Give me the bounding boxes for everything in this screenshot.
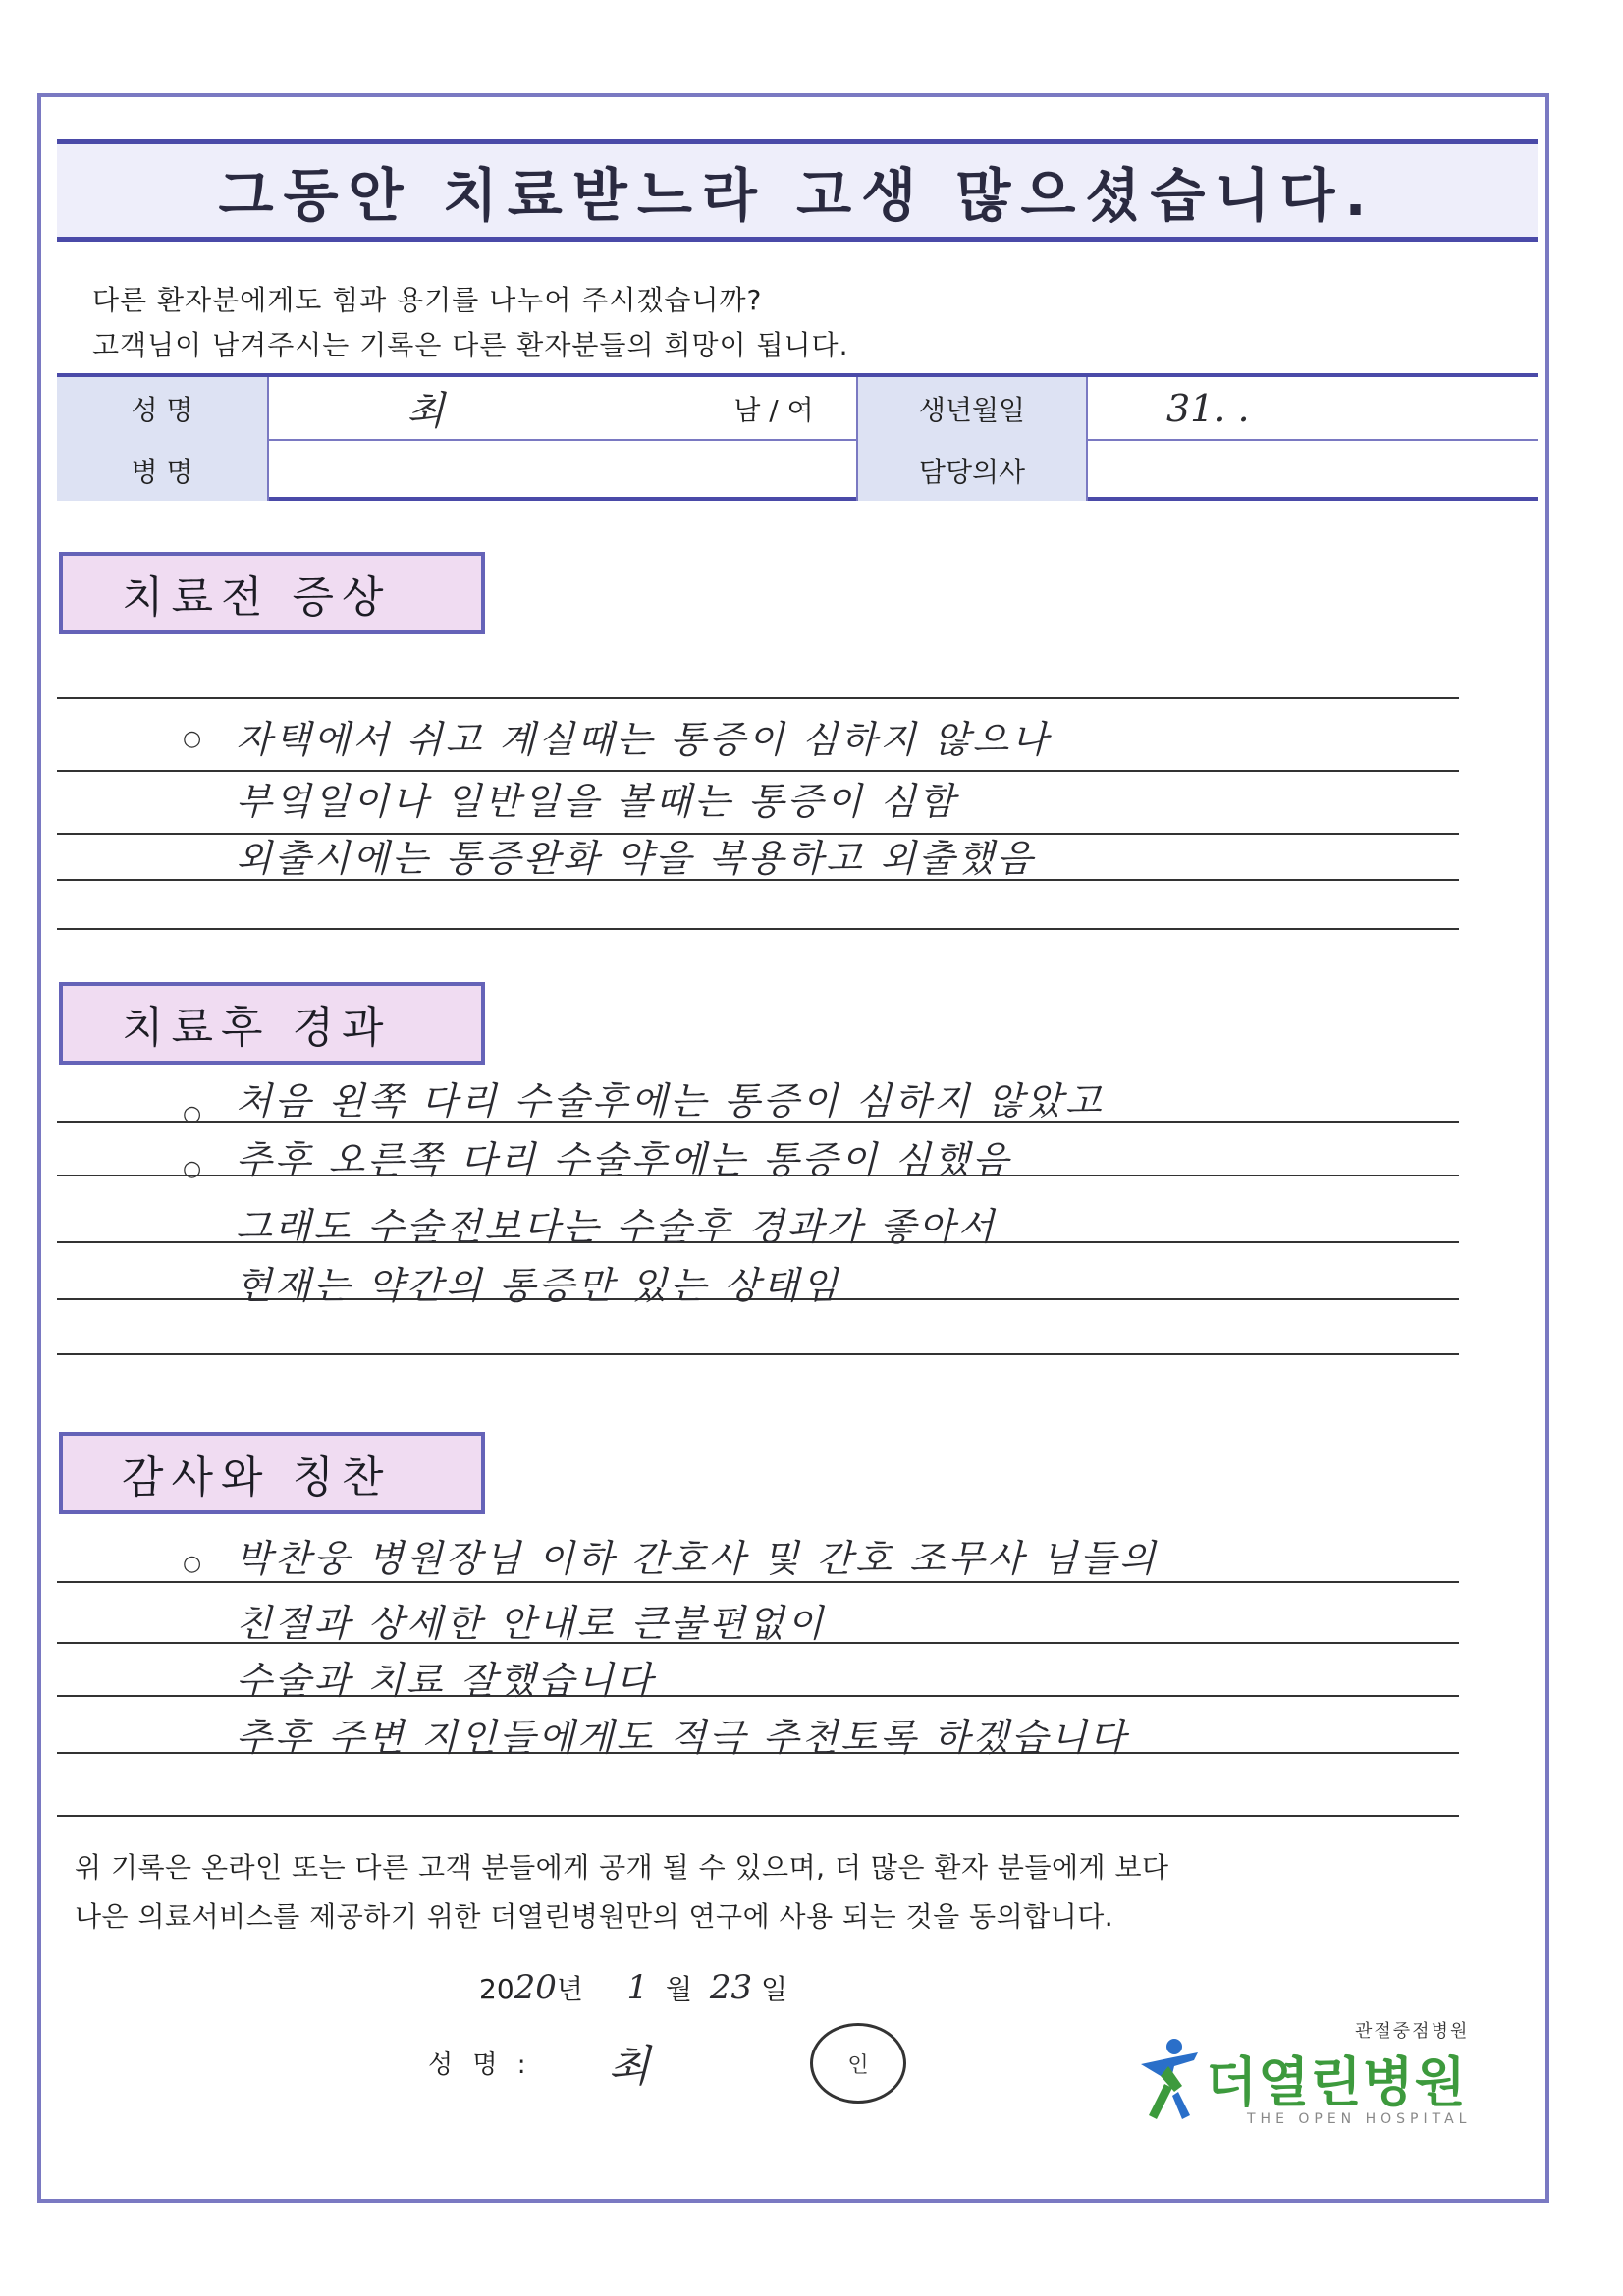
signature-date [479, 1968, 787, 2007]
bullet-icon: ○ [183, 1552, 202, 1576]
signature-label: 성 명 : [428, 2050, 532, 2080]
bullet-icon: ○ [183, 1102, 202, 1126]
bullet-icon: ○ [183, 1157, 202, 1181]
seal-stamp[interactable] [810, 2023, 906, 2104]
after-line-2[interactable]: 추후 오른쪽 다리 수술후에는 통증이 심했음 [236, 1138, 1012, 1181]
thanks-line-3[interactable]: 수술과 치료 잘했습니다 [236, 1659, 656, 1702]
date-year-label: 년 [556, 1973, 583, 2005]
intro-line-1: 다른 환자분에게도 힘과 용기를 나누어 주시겠습니까? [92, 284, 763, 316]
name-label: 성 명 [57, 377, 269, 439]
date-day-field[interactable]: 23 [709, 1968, 753, 2007]
logo-figure-icon [1129, 2037, 1208, 2125]
thanks-line-1[interactable]: 박찬웅 병원장님 이하 간호사 및 간호 조무사 님들의 [236, 1537, 1159, 1580]
thanks-line-2[interactable]: 친절과 상세한 안내로 큰불편없이 [236, 1602, 827, 1645]
page-title: 그동안 치료받느라 고생 많으셨습니다. [218, 162, 1377, 229]
section-after-header: 치료후 경과 [59, 982, 485, 1065]
consent-line-1: 위 기록은 온라인 또는 다른 고객 분들에게 공개 될 수 있으며, 더 많은 환자 분들에게 보다 [75, 1851, 1169, 1884]
thanks-line-4[interactable]: 추후 주변 지인들에게도 적극 추천토록 하겠습니다 [236, 1716, 1129, 1759]
after-line-3[interactable]: 그래도 수술전보다는 수술후 경과가 좋아서 [236, 1205, 998, 1248]
signature-name-field[interactable]: 최 [608, 2042, 651, 2092]
info-row-2 [57, 439, 1538, 501]
date-day-label: 일 [760, 1973, 788, 2005]
name-field[interactable]: 최 [406, 389, 445, 434]
intro-line-2: 고객님이 남겨주시는 기록은 다른 환자분들의 희망이 됩니다. [92, 329, 849, 361]
hospital-logo [1129, 2017, 1483, 2135]
date-year-prefix: 20 [479, 1973, 514, 2005]
gender-select[interactable]: 남 / 여 [691, 377, 858, 439]
info-row-1 [57, 377, 1538, 441]
logo-english: THE OPEN HOSPITAL [1247, 2111, 1472, 2127]
bullet-icon: ○ [183, 727, 202, 751]
patient-info-table [57, 373, 1538, 501]
ruled-line [57, 1815, 1459, 1817]
before-line-3[interactable]: 외출시에는 통증완화 약을 복용하고 외출했음 [236, 837, 1036, 880]
doctor-field[interactable] [1088, 439, 1538, 501]
disease-label: 병 명 [57, 439, 269, 501]
seal-label: 인 [847, 2052, 869, 2078]
title-banner [57, 139, 1538, 242]
section-before-header: 치료전 증상 [59, 552, 485, 634]
after-line-4[interactable]: 현재는 약간의 통증만 있는 상태임 [236, 1264, 841, 1307]
after-line-1[interactable]: 처음 왼쪽 다리 수술후에는 통증이 심하지 않았고 [236, 1079, 1105, 1122]
logo-subtitle: 관절중점병원 [1355, 2021, 1470, 2042]
date-month-label: 월 [665, 1973, 692, 2005]
date-month-field[interactable]: 1 [626, 1968, 649, 2007]
consent-line-2: 나은 의료서비스를 제공하기 위한 더열린병원만의 연구에 사용 되는 것을 동의합니다. [75, 1900, 1114, 1933]
before-line-1[interactable]: 자택에서 쉬고 계실때는 통증이 심하지 않으나 [236, 718, 1051, 761]
signature-row [428, 2033, 650, 2092]
before-line-2[interactable]: 부엌일이나 일반일을 볼때는 통증이 심함 [236, 780, 958, 823]
ruled-line [57, 928, 1459, 930]
section-thanks-header: 감사와 칭찬 [59, 1432, 485, 1514]
ruled-line [57, 697, 1459, 699]
date-year-field[interactable]: 20 [514, 1968, 557, 2007]
birth-label: 생년월일 [858, 377, 1088, 439]
ruled-line [57, 1353, 1459, 1355]
disease-field[interactable] [269, 439, 858, 501]
logo-brand: 더열린병원 [1206, 2051, 1467, 2113]
doctor-label: 담당의사 [858, 439, 1088, 501]
birth-field[interactable]: 31. . [1166, 386, 1250, 430]
